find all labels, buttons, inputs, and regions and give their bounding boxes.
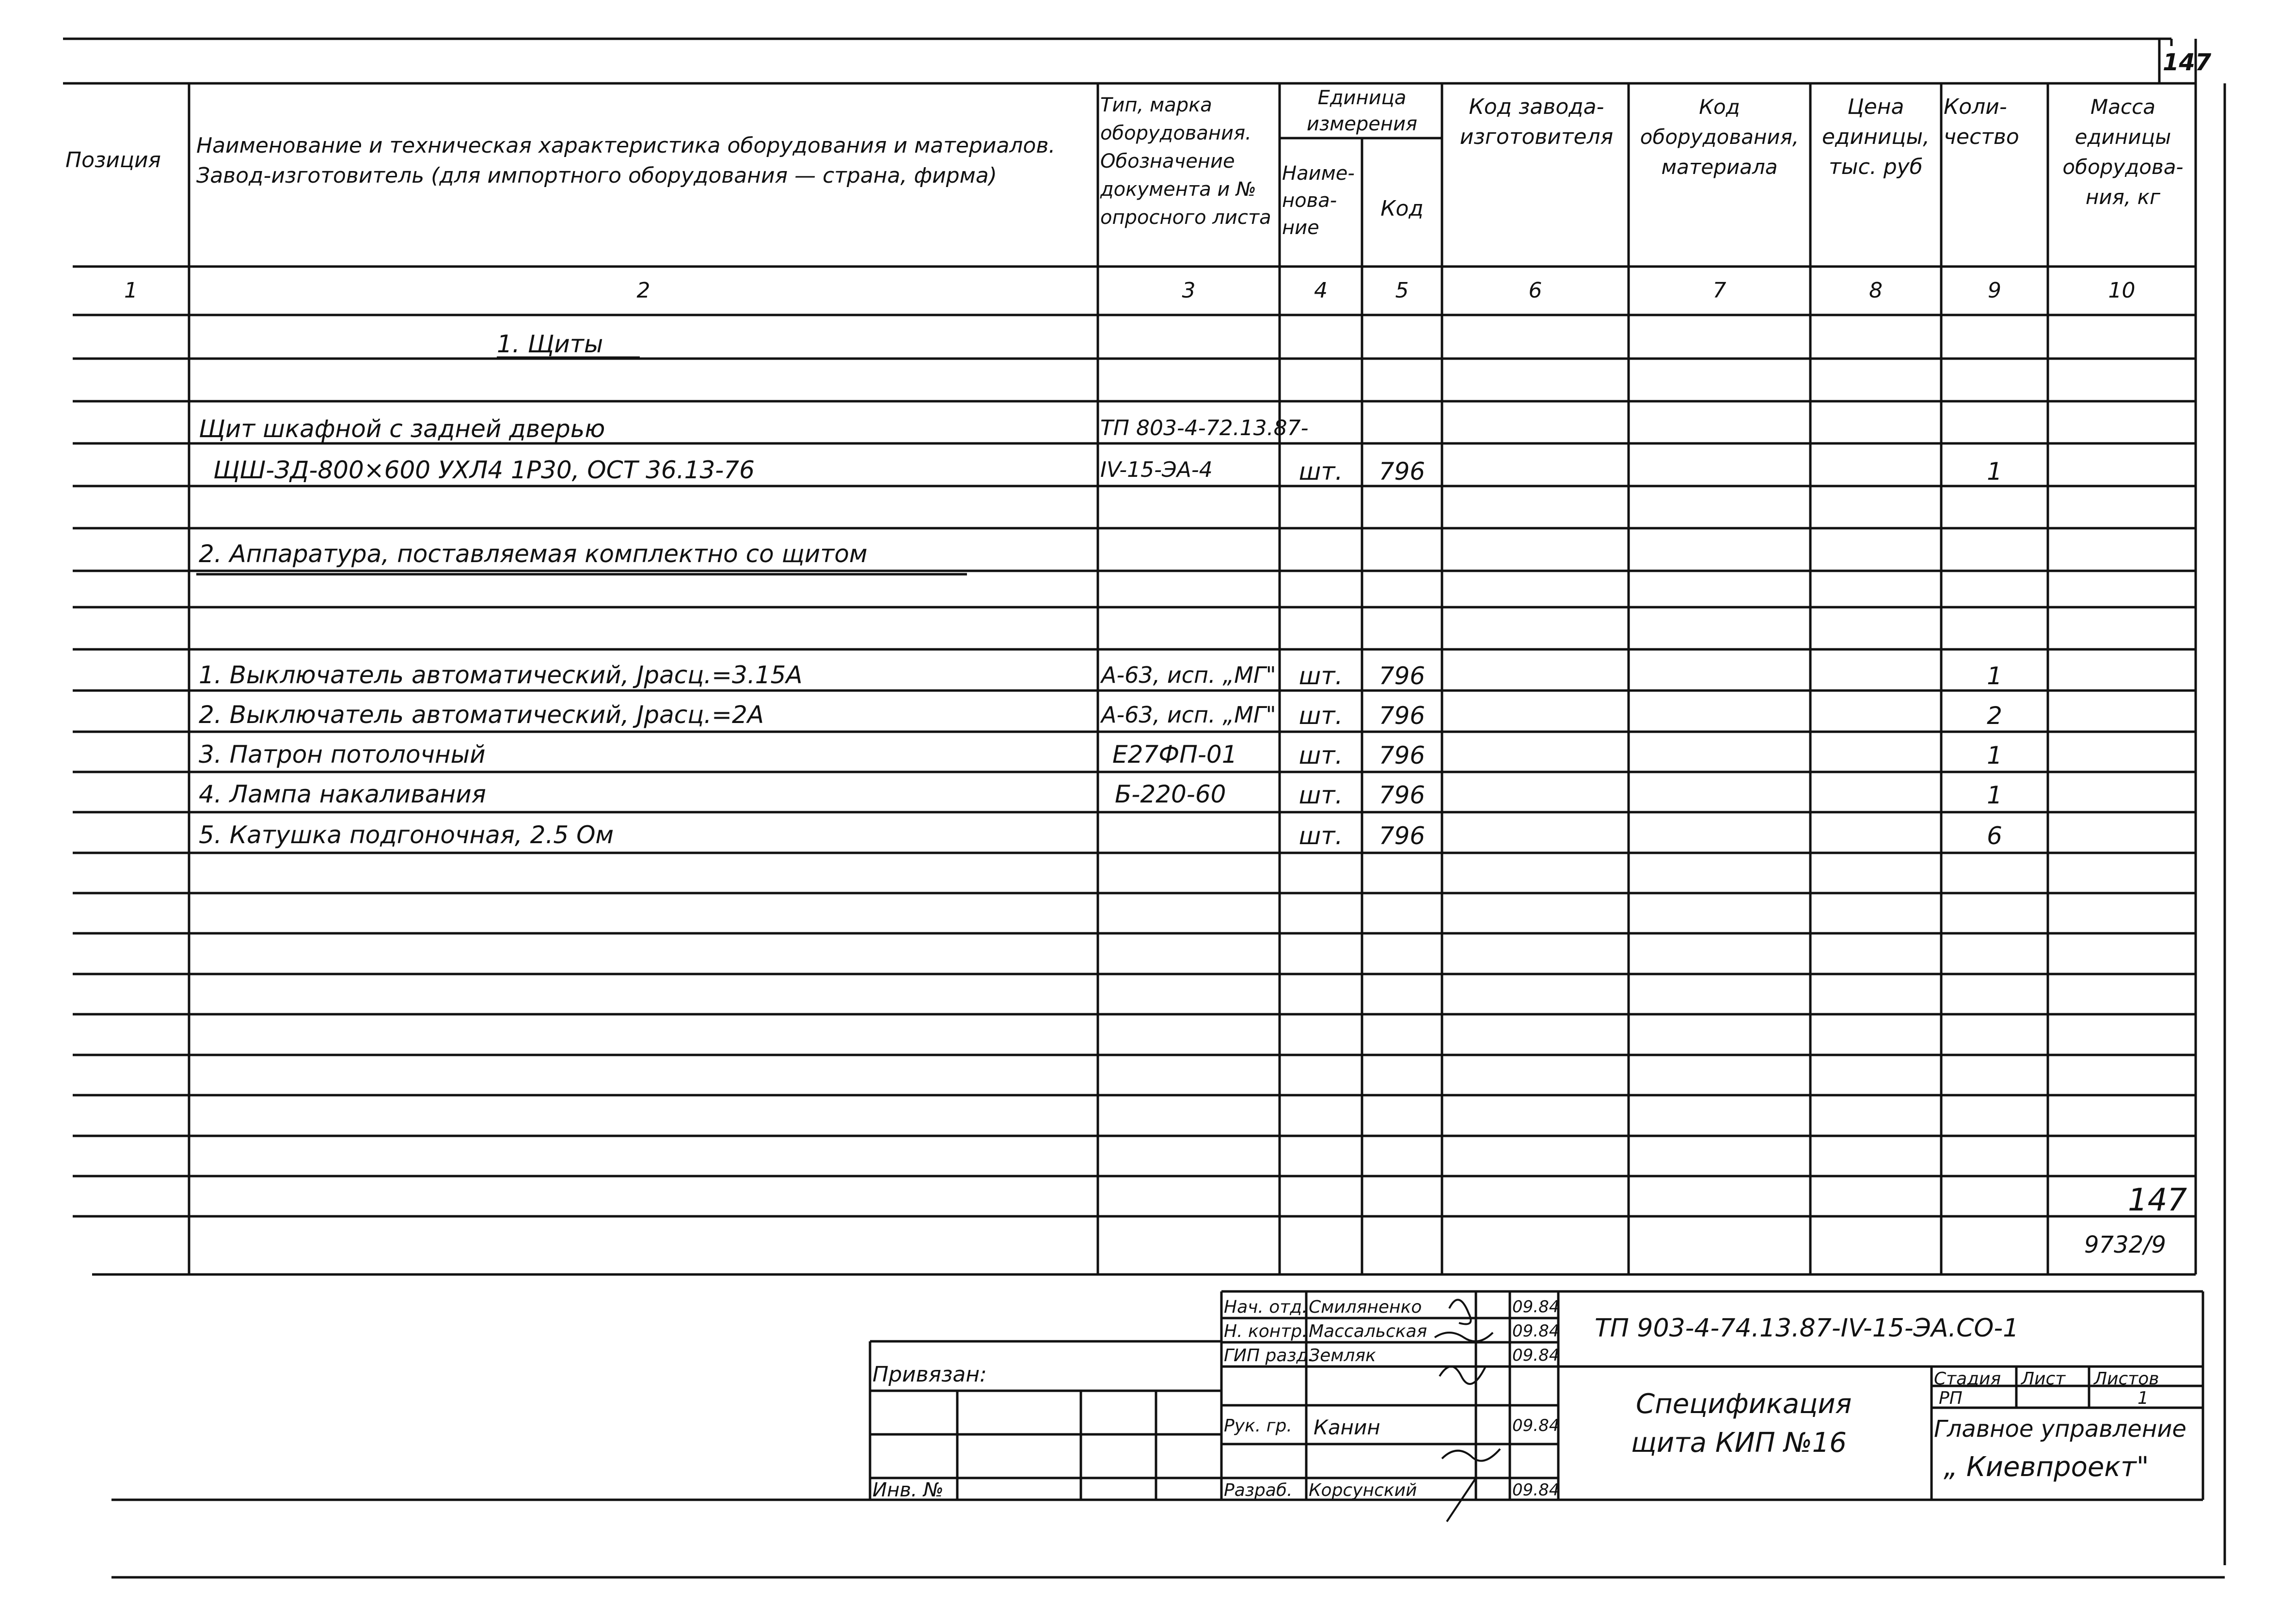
stage-label: Стадия bbox=[1934, 1369, 2001, 1389]
colnum-9: 9 bbox=[1988, 278, 2001, 303]
header-col7: Код оборудования, материала bbox=[1640, 95, 1799, 179]
header-col10: Масса единицы оборудова-ния, кг bbox=[2062, 95, 2184, 209]
row-qty: 1 bbox=[1987, 662, 2002, 690]
row-qty: 1 bbox=[1987, 781, 2002, 809]
row-unit-code: 796 bbox=[1378, 822, 1425, 850]
row-unit: шт. bbox=[1298, 662, 1343, 690]
row-qty: 2 bbox=[1987, 702, 2002, 730]
header-col1: Позиция bbox=[65, 148, 161, 173]
row-unit: шт. bbox=[1298, 822, 1343, 850]
role-name: Массальская bbox=[1309, 1321, 1427, 1341]
row-type: А-63, исп. „МГ" bbox=[1101, 662, 1276, 688]
document-title-line1: Спецификация bbox=[1636, 1388, 1852, 1420]
row-name: 2. Выключатель автоматический, Jрасц.=2А bbox=[199, 701, 764, 729]
header-unit-group: Единица измерения bbox=[1306, 87, 1418, 135]
organization-line2: „ Киевпроект" bbox=[1944, 1451, 2149, 1483]
row-qty: 1 bbox=[1987, 741, 2002, 770]
row-unit: шт. bbox=[1298, 741, 1343, 770]
privyazan-label: Привязан: bbox=[872, 1362, 987, 1387]
document-code: ТП 903-4-74.13.87-IV-15-ЭА.СО-1 bbox=[1595, 1314, 2019, 1343]
sheet-number-top: 147 bbox=[2163, 49, 2212, 76]
colnum-3: 3 bbox=[1182, 278, 1196, 303]
row-type: IV-15-ЭА-4 bbox=[1100, 457, 1213, 482]
row-unit-code: 796 bbox=[1378, 702, 1425, 730]
row-unit-code: 796 bbox=[1378, 741, 1425, 770]
sheet-label: Лист bbox=[2021, 1369, 2066, 1389]
row-unit-code: 796 bbox=[1378, 662, 1425, 690]
role-name: Корсунский bbox=[1309, 1480, 1417, 1500]
row-unit: шт. bbox=[1298, 702, 1343, 730]
role-name: Смиляненко bbox=[1309, 1297, 1422, 1317]
row-unit: шт. bbox=[1298, 781, 1343, 809]
role-name: Канин bbox=[1314, 1415, 1380, 1439]
section-title-shields: 1. Щиты bbox=[497, 330, 603, 358]
role-date: 09.84 bbox=[1512, 1416, 1560, 1435]
document-title-line2: щита КИП №16 bbox=[1631, 1427, 1847, 1459]
signature-marks bbox=[1435, 1300, 1500, 1522]
row-name: ЩШ-ЗД-800×600 УХЛ4 1Р30, ОСТ 36.13-76 bbox=[213, 456, 755, 484]
header-col2: Наименование и техническая характеристика оборудования и материалов. Завод-изготовитель (для импортного оборудования — страна, фирма) bbox=[196, 133, 1056, 188]
role-label: ГИП разд. bbox=[1224, 1346, 1314, 1366]
colnum-2: 2 bbox=[636, 278, 650, 303]
organization-line1: Главное управление bbox=[1934, 1415, 2186, 1443]
colnum-6: 6 bbox=[1528, 278, 1542, 303]
row-name: Щит шкафной с задней дверью bbox=[199, 415, 605, 443]
role-label: Рук. гр. bbox=[1224, 1416, 1292, 1436]
colnum-5: 5 bbox=[1395, 278, 1409, 303]
inv-label: Инв. № bbox=[872, 1479, 944, 1501]
row-unit: шт. bbox=[1298, 457, 1343, 486]
row-name: 3. Патрон потолочный bbox=[199, 740, 486, 769]
role-date: 09.84 bbox=[1512, 1346, 1560, 1365]
header-col5: Код bbox=[1380, 196, 1424, 221]
colnum-1: 1 bbox=[124, 278, 138, 303]
archive-number: 9732/9 bbox=[2084, 1231, 2166, 1258]
row-type: Е27ФП-01 bbox=[1112, 740, 1237, 769]
sheet-number-bottom: 147 bbox=[2128, 1182, 2187, 1218]
colnum-4: 4 bbox=[1314, 278, 1328, 303]
stage-value: РП bbox=[1939, 1388, 1963, 1408]
sheets-value: 1 bbox=[2138, 1388, 2149, 1408]
role-label: Разраб. bbox=[1224, 1480, 1293, 1500]
role-date: 09.84 bbox=[1512, 1480, 1560, 1500]
row-name: 5. Катушка подгоночная, 2.5 Ом bbox=[199, 821, 614, 849]
row-qty: 6 bbox=[1987, 822, 2002, 850]
role-label: Н. контр. bbox=[1224, 1321, 1308, 1341]
row-type: А-63, исп. „МГ" bbox=[1101, 702, 1276, 728]
row-unit-code: 796 bbox=[1378, 457, 1425, 486]
row-type: Б-220-60 bbox=[1115, 780, 1226, 808]
header-col4: Наиме-нова-ние bbox=[1282, 162, 1355, 239]
colnum-7: 7 bbox=[1712, 278, 1726, 303]
role-date: 09.84 bbox=[1512, 1297, 1560, 1317]
row-name: 1. Выключатель автоматический, Jрасц.=3.15А bbox=[199, 661, 803, 689]
section-title-apparatus: 2. Аппаратура, поставляемая комплектно со щитом bbox=[199, 540, 868, 568]
row-qty: 1 bbox=[1987, 457, 2002, 486]
header-col9: Коли-чество bbox=[1944, 94, 2019, 149]
role-name: Земляк bbox=[1309, 1346, 1376, 1366]
header-col3: Тип, марка оборудования. Обозначение документа и № опросного листа bbox=[1100, 94, 1271, 229]
row-unit-code: 796 bbox=[1378, 781, 1425, 809]
colnum-10: 10 bbox=[2108, 278, 2136, 303]
colnum-8: 8 bbox=[1869, 278, 1883, 303]
row-type: ТП 803-4-72.13.87- bbox=[1100, 416, 1309, 440]
sheets-label: Листов bbox=[2094, 1369, 2159, 1389]
role-date: 09.84 bbox=[1512, 1321, 1560, 1341]
row-name: 4. Лампа накаливания bbox=[199, 780, 486, 808]
header-col6: Код завода-изготовителя bbox=[1459, 94, 1614, 149]
role-label: Нач. отд. bbox=[1224, 1297, 1308, 1317]
header-col8: Цена единицы, тыс. руб bbox=[1821, 94, 1930, 179]
